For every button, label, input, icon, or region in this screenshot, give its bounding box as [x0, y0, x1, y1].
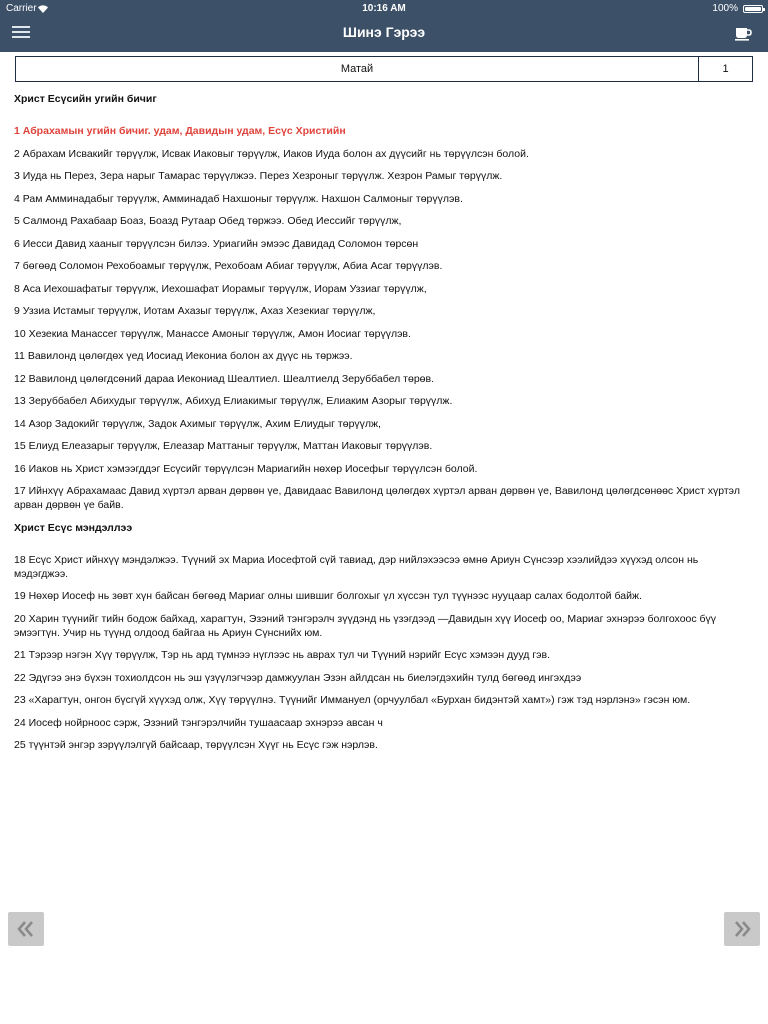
- verse: 18 Есүс Христ ийнхүү мэндэлжээ. Түүний эх Мариа Иосефтой сүй тавиад, дэр нийлэхээсээ өмнө Ариун Сүнсээр хээлийдээ хүүхэд олсон нь мэдэгджээ.: [14, 553, 699, 580]
- section-heading: Христ Есүс мэндэллээ: [14, 521, 133, 534]
- verse: 6 Иесси Давид хааныг төрүүлсэн билээ. Уриагийн эмээс Давидад Соломон төрсөн: [14, 237, 419, 250]
- battery-fill: [745, 7, 761, 11]
- verse: 10 Хезекиа Манассег төрүүлж, Манассе Амоныг төрүүлж, Амон Иосиаг төрүүлэв.: [14, 327, 411, 340]
- verse: 23 «Харагтун, онгон бүсгүй хүүхэд олж, Хүү төрүүлнэ. Түүнийг Иммануел (орчуулбал «Бурхан бидэнтэй хамт») гэж тэд нэрлэнэ» гэсэн юм.: [14, 694, 691, 706]
- next-chapter-button[interactable]: [724, 912, 760, 946]
- verse-list: [14, 553, 754, 753]
- verse: 9 Уззиа Истамыг төрүүлж, Иотам Ахазыг төрүүлж, Ахаз Хезекиаг төрүүлж,: [14, 305, 376, 317]
- battery-percent: 100%: [712, 3, 738, 14]
- verse: 2 Абрахам Исвакийг төрүүлж, Исвак Иаковыг төрүүлж, Иаков Иуда болон ах дүүсийг нь төрүүлсэн болой.: [14, 147, 529, 160]
- verse: 5 Салмонд Рахабаар Боаз, Боазд Рутаар Обед төржээ. Обед Иессийг төрүүлж,: [14, 215, 402, 227]
- verse: 24 Иосеф нойрноос сэрж, Эзэний тэнгэрэлчийн тушаасаар эхнэрээ авсан ч: [14, 716, 383, 729]
- double-chevron-right-icon: [732, 920, 752, 938]
- verse: 19 Нөхөр Иосеф нь зөвт хүн байсан бөгөөд Мариаг олны шившиг болгохыг үл хүссэн тул түүнээс нууцаар салах бодолтой байж.: [14, 590, 642, 602]
- cup-button[interactable]: [734, 24, 752, 42]
- page-title: Шинэ Гэрээ: [342, 24, 426, 40]
- verse: 1 Абрахамын угийн бичиг. удам, Давидын удам, Есүс Христийн: [14, 125, 346, 137]
- verse: 4 Рам Амминадабыг төрүүлж, Амминадаб Нахшоныг төрүүлж. Нахшон Салмоныг төрүүлэв.: [14, 192, 463, 205]
- previous-chapter-button[interactable]: [8, 912, 44, 946]
- hamburger-icon-line: [12, 36, 30, 38]
- carrier-label: Carrier: [6, 3, 37, 14]
- verse: 11 Вавилонд цөлөгдөх үед Иосиад Иекониа болон ах дүүс нь төржээ.: [14, 350, 353, 362]
- navigation-bar: [0, 0, 768, 52]
- verse: 20 Харин түүнийг тийн бодож байхад, харагтун, Эзэний тэнгэрэлч зүүдэнд нь үзэгдээд —Давидын хүү Иосеф оо, Мариаг эхнэрээ болгохоос бүү эмээгтүн. Учир нь түүнд олдоод байгаа нь Ариун Сүнснийх юм.: [14, 612, 717, 639]
- hamburger-icon: [12, 26, 30, 28]
- chapter-selector[interactable]: 1: [722, 63, 729, 75]
- verse-list: [14, 124, 754, 512]
- verse: 21 Тэрээр нэгэн Хүү төрүүлж, Тэр нь ард түмнээ нүглээс нь аврах тул чи Түүний нэрийг Есүс хэмээн дууд гэв.: [14, 649, 551, 661]
- status-time: 10:16 AM: [362, 3, 406, 14]
- book-chapter-selector: [15, 56, 753, 82]
- verse: 3 Иуда нь Перез, Зера нарыг Тамарас төрүүлжээ. Перез Хезроныг төрүүлж. Хезрон Рамыг төрүүлж.: [14, 170, 503, 182]
- verse: 25 түүнтэй энгэр зэрүүлэлгүй байсаар, төрүүлсэн Хүүг нь Есүс гэж нэрлэв.: [14, 739, 378, 751]
- battery-icon: [743, 5, 763, 13]
- chapter-content: [14, 92, 754, 761]
- verse: 17 Ийнхүү Абрахамаас Давид хүртэл арван дөрвөн үе, Давидаас Вавилонд цөлөгдөх хүртэл арван дөрвөн үе, Вавилонд цөлөгдсөнөөс Христ хүртэл арван дөрвөн үе байв.: [14, 485, 740, 511]
- status-bar: [0, 0, 768, 18]
- verse: 12 Вавилонд цөлөгдсөний дараа Иекониад Шеалтиел. Шеалтиелд Зеруббабел төрөв.: [14, 372, 435, 385]
- verse: 8 Аса Иехошафатыг төрүүлж, Иехошафат Иорамыг төрүүлж, Иорам Уззиаг төрүүлж,: [14, 282, 427, 295]
- menu-button[interactable]: [12, 26, 34, 42]
- verse: 22 Эдүгээ энэ бүхэн тохиолдсон нь эш үзүүлэгчээр дамжуулан Эзэн айлдсан нь биелэгдэхийн тулд бөгөөд ингэхдээ: [14, 671, 582, 684]
- verse: 16 Иаков нь Христ хэмээгддэг Есүсийг төрүүлсэн Мариагийн нөхөр Иосефыг төрүүлсэн болой.: [14, 462, 478, 475]
- verse: 15 Елиуд Елеазарыг төрүүлж, Елеазар Маттаныг төрүүлж, Маттан Иаковыг төрүүлэв.: [14, 440, 433, 452]
- cup-icon: [734, 24, 752, 42]
- hamburger-icon-line: [12, 31, 30, 33]
- verse: 13 Зеруббабел Абихудыг төрүүлж, Абихуд Елиакимыг төрүүлж, Елиаким Азорыг төрүүлж.: [14, 395, 453, 407]
- book-selector[interactable]: Матай: [16, 57, 699, 81]
- verse: 7 бөгөөд Соломон Рехобоамыг төрүүлж, Рехобоам Абиаг төрүүлж, Абиа Асаг төрүүлэв.: [14, 260, 443, 272]
- double-chevron-left-icon: [16, 920, 36, 938]
- section-heading: Христ Есүсийн угийн бичиг: [14, 93, 157, 105]
- verse: 14 Азор Задокийг төрүүлж, Задок Ахимыг төрүүлж, Ахим Елиудыг төрүүлж,: [14, 417, 381, 430]
